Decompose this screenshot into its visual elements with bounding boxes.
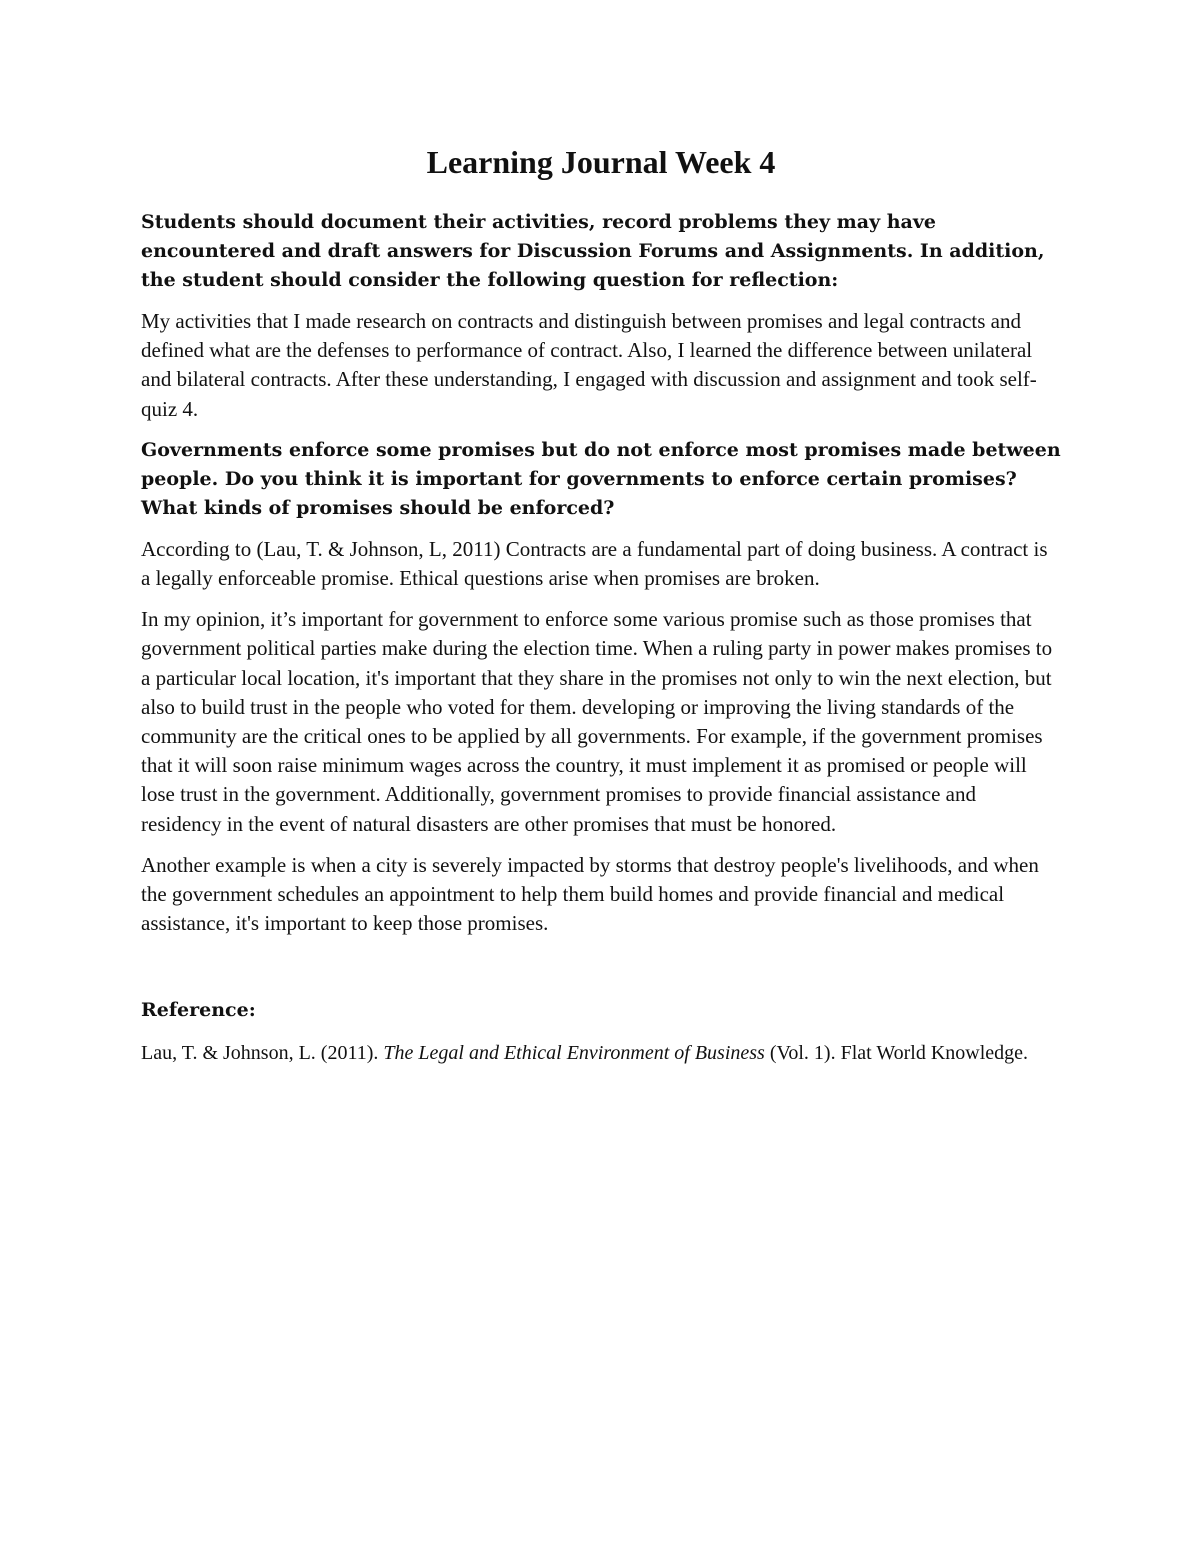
- reference-heading: Reference:: [141, 999, 256, 1022]
- answer-paragraph-1: According to (Lau, T. & Johnson, L, 2011) Contracts are a fundamental part of doing business. A contract is a legally enforceable promise. Ethical questions arise when promises are broken.: [141, 536, 1048, 591]
- section-spacer: [141, 950, 1061, 996]
- answer-paragraph-2: In my opinion, it’s important for government to enforce some various promise such as those promises that government political parties make during the election time. When a ruling party in power makes promises to a particular local location, it's important that they share in the promises not only to win the next election, but also to build trust in the people who voted for them. developing or improving the living standards of the community are the critical ones to be applied by all governments. For example, if the government promises that it will soon raise minimum wages across the country, it must implement it as promised or people will lose trust in the government. Additionally, government promises to provide financial assistance and residency in the event of natural disasters are other promises that must be honored.: [141, 607, 1053, 836]
- reference-authors: Lau, T. & Johnson, L. (2011).: [141, 1042, 384, 1065]
- activities-paragraph: My activities that I made research on contracts and distinguish between promises and legal contracts and defined what are the defenses to performance of contract. Also, I learned the difference between unilateral and bilateral contracts. After these understanding, I engaged with discussion and assignment and took self-quiz 4.: [141, 309, 1037, 421]
- instructions-paragraph: Students should document their activities, record problems they may have encountered and draft answers for Discussion Forums and Assignments. In addition, the student should consider the following question for reflection:: [141, 211, 1045, 291]
- reference-entry: [141, 1039, 1061, 1067]
- document-content: [141, 140, 1061, 1067]
- reference-details: (Vol. 1). Flat World Knowledge.: [764, 1042, 1029, 1065]
- reflection-question: Governments enforce some promises but do not enforce most promises made between people. Do you think it is important for governments to enforce certain promises? What kinds of promises should be enforced?: [141, 438, 1061, 519]
- answer-paragraph-3: Another example is when a city is severely impacted by storms that destroy people's livelihoods, and when the government schedules an appointment to help them build homes and provide financial and medical assistance, it's important to keep those promises.: [141, 852, 1039, 936]
- reference-book-title: The Legal and Ethical Environment of Business: [383, 1042, 765, 1065]
- page-title: Learning Journal Week 4: [426, 144, 776, 180]
